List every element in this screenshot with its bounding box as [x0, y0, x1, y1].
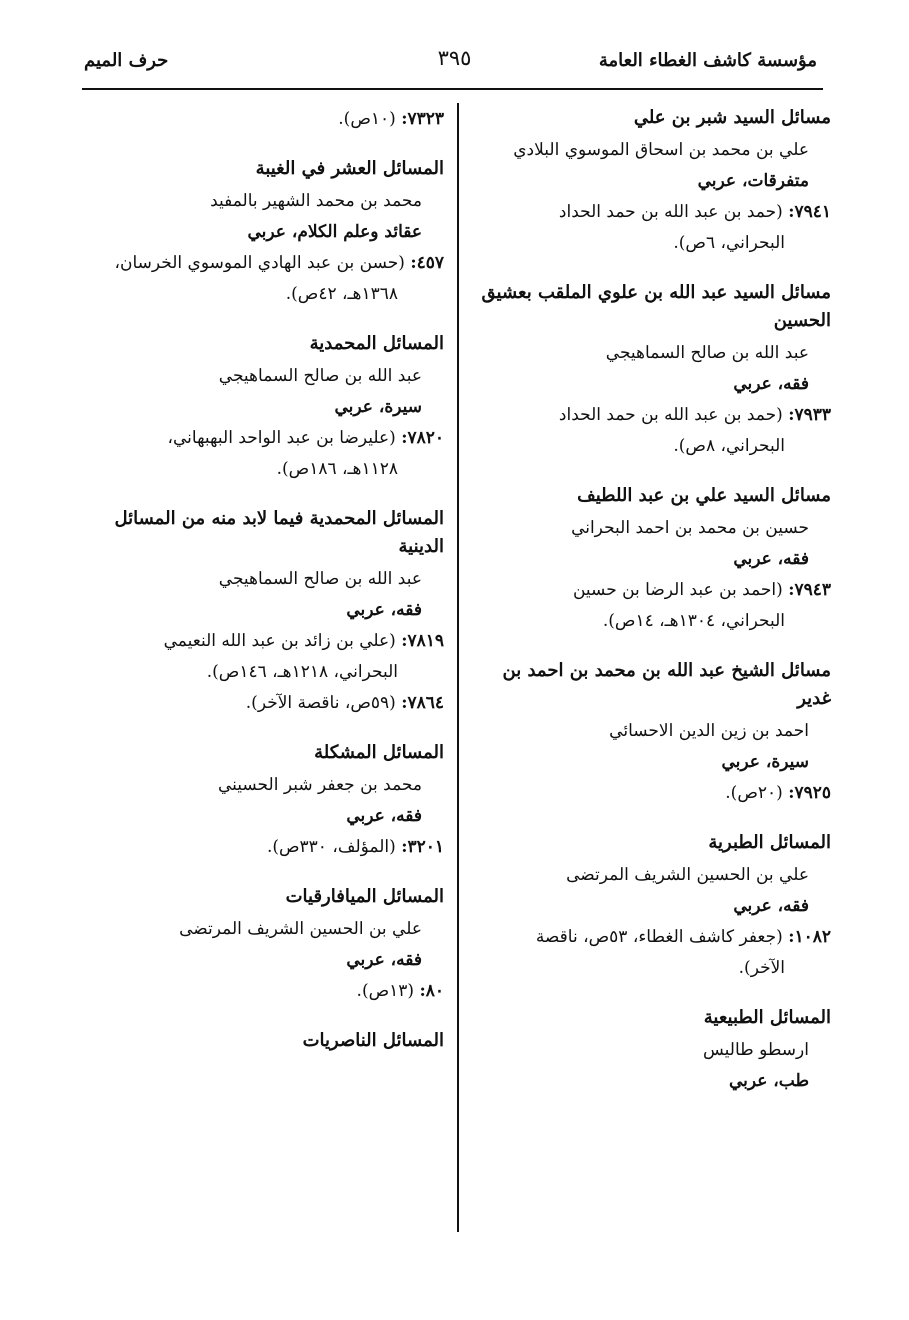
- manuscript-line: [470, 778, 831, 809]
- manuscript-details: (جعفر كاشف الغطاء، ٥٣ص، ناقصة: [535, 927, 783, 947]
- catalog-entry: [84, 330, 444, 485]
- manuscript-details: (٢٠ص).: [725, 783, 783, 803]
- manuscript-line: [84, 104, 444, 135]
- entry-subject: عقائد وعلم الكلام، عربي: [247, 222, 422, 242]
- manuscript-details: (١٣ص).: [356, 981, 415, 1001]
- entry-title: المسائل الميافارقيات: [285, 886, 444, 907]
- manuscript-line: [470, 400, 831, 431]
- manuscript-details: (حمد بن عبد الله بن حمد الحداد: [558, 405, 783, 425]
- entry-author: ارسطو طاليس: [702, 1040, 809, 1060]
- entry-subject: سيرة، عربي: [721, 752, 809, 772]
- entry-subject: سيرة، عربي: [334, 397, 422, 417]
- entry-title: مسائل الشيخ عبد الله بن محمد بن احمد بن غدير: [502, 660, 831, 709]
- entry-title: مسائل السيد عبد الله بن علوي الملقب بعشيق الحسين: [481, 282, 831, 331]
- entry-author: محمد بن جعفر شبر الحسيني: [217, 775, 422, 795]
- entry-author: حسين بن محمد بن احمد البحراني: [571, 518, 809, 538]
- catalog-entry: [470, 657, 831, 809]
- manuscript-number: ١٠٨٢:: [788, 927, 831, 947]
- entry-title: المسائل الطبرية: [708, 832, 831, 853]
- entry-subject: متفرقات، عربي: [697, 171, 809, 191]
- manuscript-details: (حمد بن عبد الله بن حمد الحداد: [558, 202, 783, 222]
- entry-subject: فقه، عربي: [346, 950, 422, 970]
- running-header-section: حرف الميم: [84, 50, 169, 71]
- entry-title: المسائل المشكلة: [314, 742, 444, 763]
- entry-subject: فقه، عربي: [733, 896, 809, 916]
- right-column: [470, 104, 831, 1117]
- manuscript-line: [470, 922, 831, 953]
- manuscript-number: ٧٩٢٥:: [788, 783, 831, 803]
- manuscript-line: [470, 197, 831, 228]
- entry-author: عبد الله بن صالح السماهيجي: [218, 366, 422, 386]
- catalog-entry: [84, 1027, 444, 1055]
- catalog-entry: [84, 104, 444, 135]
- catalog-entry: [470, 482, 831, 637]
- entry-author: علي بن الحسين الشريف المرتضى: [566, 865, 809, 885]
- manuscript-line: [84, 423, 444, 454]
- manuscript-details-continued: البحراني، ٦ص).: [673, 233, 785, 253]
- manuscript-number: ٨٠:: [419, 981, 444, 1001]
- catalog-entry: [470, 104, 831, 259]
- manuscript-details-continued: البحراني، ١٣٠٤هـ، ١٤ص).: [602, 611, 785, 631]
- manuscript-number: ٧٨٢٠:: [401, 428, 444, 448]
- manuscript-number: ٧٨١٩:: [401, 631, 444, 651]
- manuscript-number: ٧٩٤١:: [788, 202, 831, 222]
- entry-title: المسائل الناصريات: [302, 1030, 444, 1051]
- entry-subject: فقه، عربي: [346, 806, 422, 826]
- catalog-entry: [84, 155, 444, 310]
- manuscript-number: ٣٢٠١:: [401, 837, 444, 857]
- catalog-entry: [470, 1004, 831, 1097]
- catalog-entry: [84, 505, 444, 719]
- left-column: [84, 104, 444, 1075]
- entry-author: محمد بن محمد الشهير بالمفيد: [210, 191, 422, 211]
- manuscript-details-continued: البحراني، ٨ص).: [673, 436, 785, 456]
- manuscript-line: [470, 575, 831, 606]
- manuscript-details: (احمد بن عبد الرضا بن حسين: [572, 580, 783, 600]
- header-rule: [82, 88, 823, 90]
- catalog-entry: [84, 739, 444, 863]
- running-header-publisher: مؤسسة كاشف الغطاء العامة: [598, 50, 817, 71]
- manuscript-details-continued: الآخر).: [738, 958, 785, 978]
- column-divider: [457, 103, 459, 1232]
- catalog-entry: [470, 829, 831, 984]
- manuscript-details: (عليرضا بن عبد الواحد البهبهاني،: [167, 428, 396, 448]
- manuscript-details: (١٠ص).: [338, 109, 396, 129]
- manuscript-number: ٧٨٦٤:: [401, 693, 444, 713]
- entry-title: مسائل السيد علي بن عبد اللطيف: [577, 485, 831, 506]
- entry-title: المسائل الطبيعية: [703, 1007, 831, 1028]
- entry-title: مسائل السيد شبر بن علي: [633, 107, 831, 128]
- entry-title: المسائل العشر في الغيبة: [255, 158, 444, 179]
- manuscript-line: [84, 976, 444, 1007]
- manuscript-line: [84, 832, 444, 863]
- entry-author: عبد الله بن صالح السماهيجي: [218, 569, 422, 589]
- entry-subject: فقه، عربي: [733, 549, 809, 569]
- entry-author: علي بن محمد بن اسحاق الموسوي البلادي: [513, 140, 809, 160]
- entry-author: احمد بن زين الدين الاحسائي: [609, 721, 809, 741]
- entry-author: عبد الله بن صالح السماهيجي: [605, 343, 809, 363]
- entry-author: علي بن الحسين الشريف المرتضى: [179, 919, 422, 939]
- entry-title: المسائل المحمدية: [309, 333, 444, 354]
- manuscript-line: [84, 248, 444, 279]
- manuscript-details: (حسن بن عبد الهادي الموسوي الخرسان،: [114, 253, 405, 273]
- manuscript-details: (المؤلف، ٣٣٠ص).: [266, 837, 396, 857]
- manuscript-details: (٥٩ص، ناقصة الآخر).: [245, 693, 396, 713]
- entry-title: المسائل المحمدية فيما لابد منه من المسائل الدينية: [114, 508, 444, 557]
- page-number: ٣٩٥: [437, 46, 472, 70]
- manuscript-number: ٧٩٣٣:: [788, 405, 831, 425]
- entry-subject: طب، عربي: [728, 1071, 809, 1091]
- manuscript-line: [84, 626, 444, 657]
- catalog-entry: [470, 279, 831, 462]
- manuscript-number: ٧٩٤٣:: [788, 580, 831, 600]
- manuscript-number: ٧٣٢٣:: [401, 109, 444, 129]
- manuscript-details-continued: البحراني، ١٢١٨هـ، ١٤٦ص).: [206, 662, 398, 682]
- manuscript-number: ٤٥٧:: [410, 253, 444, 273]
- entry-subject: فقه، عربي: [733, 374, 809, 394]
- manuscript-details: (علي بن زائد بن عبد الله النعيمي: [163, 631, 396, 651]
- manuscript-line: [84, 688, 444, 719]
- manuscript-details-continued: ١٣٦٨هـ، ٤٢ص).: [285, 284, 398, 304]
- manuscript-details-continued: ١١٢٨هـ، ١٨٦ص).: [276, 459, 398, 479]
- entry-subject: فقه، عربي: [346, 600, 422, 620]
- catalog-entry: [84, 883, 444, 1007]
